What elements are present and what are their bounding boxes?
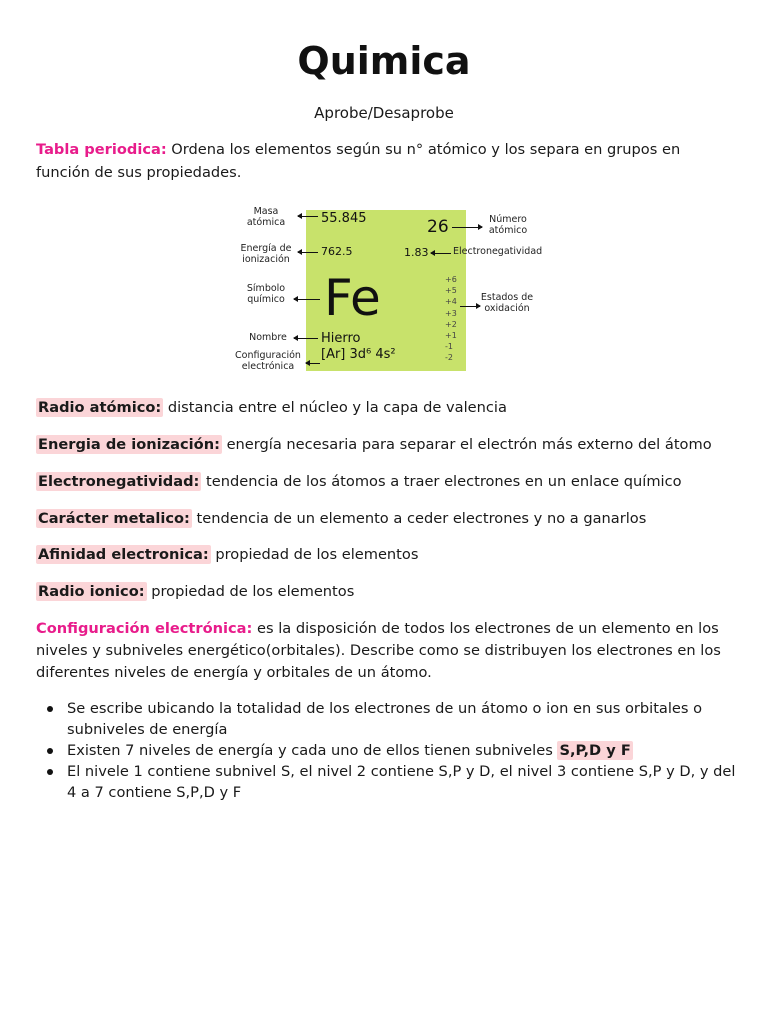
list-item — [36, 698, 736, 740]
configuracion-paragraph — [36, 618, 736, 684]
arrow-masa — [298, 216, 318, 217]
definition-radio-atomico — [36, 396, 736, 419]
label-energia-ionizacion: Energía de ionización — [240, 243, 292, 265]
ionization-energy-value: 762.5 — [321, 245, 353, 258]
list-item — [36, 740, 736, 761]
term-afinidad-electronica: Afinidad electronica: — [38, 546, 209, 563]
label-simbolo-quimico: Símbolo químico — [246, 283, 286, 305]
oxidation-state: +1 — [445, 331, 457, 340]
tabla-periodica-text: Ordena los elementos según su n° atómico y los separa en grupos en función de sus propiedades. — [36, 141, 681, 181]
term-electronegatividad: Electronegatividad: — [38, 473, 200, 490]
electronegativity-value: 1.83 — [404, 246, 429, 259]
list-item-text: Se escribe ubicando la totalidad de los electrones de un átomo o ion en sus orbitales o subniveles de energía — [67, 700, 703, 738]
definition-text: distancia entre el núcleo y la capa de valencia — [163, 399, 507, 416]
tabla-periodica-term: Tabla periodica: — [36, 141, 167, 158]
tabla-periodica-paragraph — [36, 138, 736, 184]
oxidation-state: +4 — [445, 297, 457, 307]
arrow-numero — [452, 227, 482, 228]
arrow-estados — [460, 306, 480, 307]
configuracion-text: es la disposición de todos los electrones de un elemento en los niveles y subniveles energético(orbitales). Describe como se distribuyen los electrones en los diferentes niveles de energía y orbitales de un átomo. — [36, 620, 721, 681]
definition-text: energía necesaria para separar el electrón más externo del átomo — [221, 436, 712, 453]
periodic-element-figure — [232, 200, 543, 382]
arrow-nombre — [294, 338, 318, 339]
term-energia-ionizacion: Energia de ionización: — [38, 436, 220, 453]
definition-text: propiedad de los elementos — [210, 546, 419, 563]
label-masa-atomica: Masa atómica — [246, 206, 286, 228]
subniveles-highlight: S,P,D y F — [559, 742, 631, 759]
term-radio-atomico: Radio atómico: — [38, 399, 162, 416]
label-estados-oxidacion: Estados de oxidación — [480, 292, 534, 314]
oxidation-state: +3 — [445, 308, 457, 318]
definition-radio-ionico — [36, 580, 736, 603]
term-caracter-metalico: Carácter metalico: — [38, 510, 190, 527]
arrow-electroneg — [431, 253, 451, 254]
definition-caracter-metalico — [36, 507, 736, 530]
definition-text: propiedad de los elementos — [146, 583, 355, 600]
term-radio-ionico: Radio ionico: — [38, 583, 145, 600]
arrow-simbolo — [294, 299, 320, 300]
label-configuracion: Configuración electrónica — [235, 350, 301, 372]
oxidation-state: +6 — [445, 275, 457, 284]
list-item — [36, 761, 736, 803]
list-item-text: El nivele 1 contiene subnivel S, el nivel 2 contiene S,P y D, el nivel 3 contiene S,P y D, y del 4 a 7 contiene S,P,D y F — [67, 763, 736, 801]
definition-afinidad-electronica — [36, 543, 736, 566]
atomic-mass-value: 55.845 — [321, 211, 367, 226]
bullet-list — [36, 698, 736, 803]
element-symbol: Fe — [324, 269, 381, 327]
definition-energia-ionizacion — [36, 433, 736, 456]
definition-text: tendencia de los átomos a traer electrones en un enlace químico — [201, 473, 682, 490]
configuracion-term: Configuración electrónica: — [36, 620, 253, 637]
element-name-value: Hierro — [321, 331, 361, 346]
oxidation-state: +5 — [445, 286, 457, 296]
definition-electronegatividad — [36, 470, 736, 493]
page-title: Quimica — [297, 39, 471, 83]
atomic-number-value: 26 — [427, 217, 449, 237]
arrow-configuracion — [306, 363, 320, 364]
list-item-text: Existen 7 niveles de energía y cada uno de ellos tienen subniveles — [67, 742, 558, 759]
label-electronegatividad: Electronegatividad — [453, 246, 543, 257]
definition-text: tendencia de un elemento a ceder electrones y no a ganarlos — [191, 510, 647, 527]
oxidation-state: +2 — [445, 319, 457, 329]
oxidation-state: -2 — [445, 353, 453, 363]
label-numero-atomico: Número atómico — [488, 214, 528, 236]
oxidation-state: -1 — [445, 342, 453, 352]
label-nombre: Nombre — [249, 332, 287, 343]
arrow-energia — [298, 252, 318, 253]
electron-configuration-value: [Ar] 3d⁶ 4s² — [321, 347, 396, 362]
page-subtitle: Aprobe/Desaprobe — [314, 104, 454, 122]
